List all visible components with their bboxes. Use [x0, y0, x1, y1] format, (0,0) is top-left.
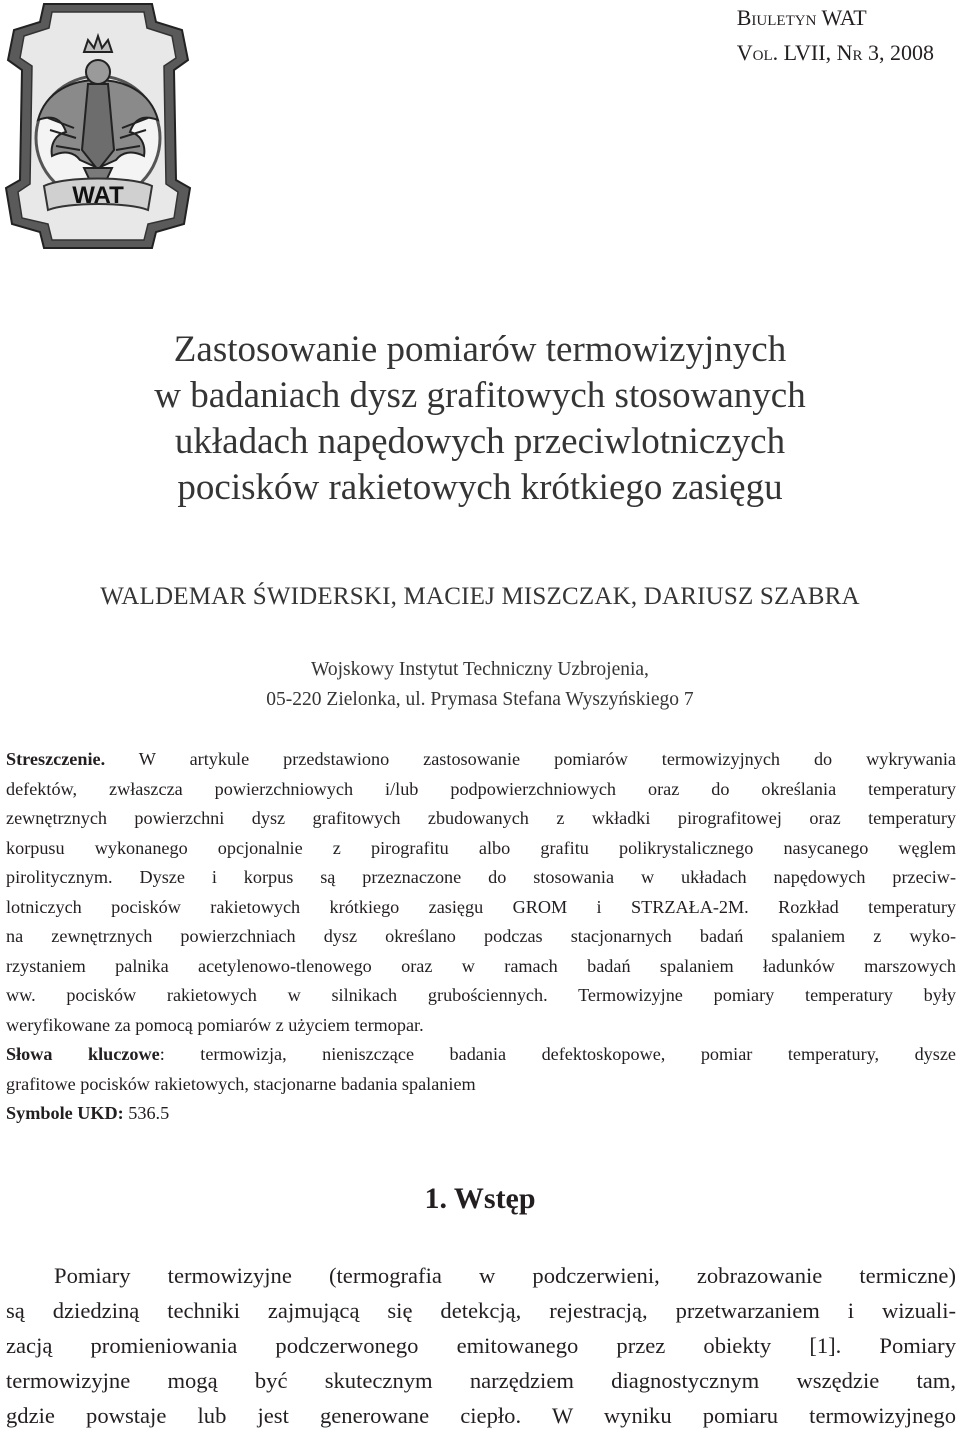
- abstract-line: rzystaniem palnika acetylenowo-tlenowego oraz w ramach badań spalaniem ładunków marszowych: [6, 955, 956, 976]
- ukd-line: [6, 1099, 956, 1129]
- ukd-label: Symbole UKD:: [6, 1103, 124, 1123]
- journal-header: [737, 0, 934, 70]
- title-line: pocisków rakietowych krótkiego zasięgu: [177, 467, 783, 508]
- journal-name: Biuletyn WAT: [736, 5, 867, 30]
- affiliation-line: 05-220 Zielonka, ul. Prymasa Stefana Wyszyńskiego 7: [266, 689, 694, 710]
- body-text: [6, 1258, 956, 1433]
- body-line: zacją promieniowania podczerwonego emitowanego przez obiekty [1]. Pomiary: [6, 1333, 956, 1358]
- abstract-line: defektów, zwłaszcza powierzchniowych i/lub podpowierzchniowych oraz do określania temperatury: [6, 778, 956, 799]
- body-line: Pomiary termowizyjne (termografia w podczerwieni, zobrazowanie termiczne): [54, 1263, 956, 1288]
- body-line: są dziedziną techniki zajmującą się detekcją, rejestracją, przetwarzaniem i wizuali-: [6, 1298, 956, 1323]
- keywords-line: Słowa kluczowe: termowizja, nieniszczące badania defektoskopowe, pomiar temperatury, dysze: [6, 1044, 956, 1064]
- body-line: termowizyjne mogą być skutecznym narzędziem diagnostycznym wszędzie tam,: [6, 1368, 956, 1393]
- title-line: w badaniach dysz grafitowych stosowanych: [154, 375, 806, 416]
- keywords-line: grafitowe pocisków rakietowych, stacjonarne badania spalaniem: [6, 1073, 476, 1094]
- abstract-line: lotniczych pocisków rakietowych krótkiego zasięgu GROM i STRZAŁA-2M. Rozkład temperatury: [6, 896, 956, 917]
- authors: WALDEMAR ŚWIDERSKI, MACIEJ MISZCZAK, DARIUSZ SZABRA: [100, 583, 860, 610]
- title-line: Zastosowanie pomiarów termowizyjnych: [173, 329, 787, 370]
- abstract-line: weryfikowane za pomocą pomiarów z użyciem termopar.: [6, 1014, 424, 1035]
- abstract-line: pirolitycznym. Dysze i korpus są przeznaczone do stosowania w układach napędowych przeciw-: [6, 867, 956, 887]
- affiliation: [0, 655, 960, 715]
- wat-emblem-logo: [4, 0, 192, 250]
- title-line: układach napędowych przeciwlotniczych: [174, 421, 786, 462]
- wat-logo-text: WAT: [72, 182, 124, 209]
- ukd-value: 536.5: [123, 1103, 170, 1123]
- abstract-line: ww. pocisków rakietowych w silnikach grubościennych. Termowizyjne pomiary temperatury były: [6, 985, 956, 1005]
- abstract-line: na zewnętrznych powierzchniach dysz określano podczas stacjonarnych badań spalaniem z wyko-: [6, 926, 956, 946]
- affiliation-line: Wojskowy Instytut Techniczny Uzbrojenia,: [311, 659, 649, 680]
- section-heading: 1. Wstęp: [424, 1182, 536, 1215]
- abstract-line: zewnętrznych powierzchni dysz grafitowych zbudowanych z wkładki pirografitowej oraz temperatury: [6, 808, 956, 828]
- abstract: [6, 745, 956, 1129]
- keywords-label: Słowa kluczowe: [6, 1044, 160, 1064]
- journal-volume: Vol. LVII, Nr 3, 2008: [736, 40, 934, 65]
- abstract-label: Streszczenie.: [6, 749, 106, 769]
- abstract-line: korpusu wykonanego opcjonalnie z pirografitu albo grafitu polikrystalicznego nasycanego węglem: [6, 837, 956, 858]
- body-line: gdzie powstaje lub jest generowane ciepło. W wyniku pomiaru termowizyjnego: [6, 1403, 956, 1428]
- abstract-line: Streszczenie. W artykule przedstawiono zastosowanie pomiarów termowizyjnych do wykrywania: [6, 749, 956, 769]
- paper-title: [0, 327, 960, 511]
